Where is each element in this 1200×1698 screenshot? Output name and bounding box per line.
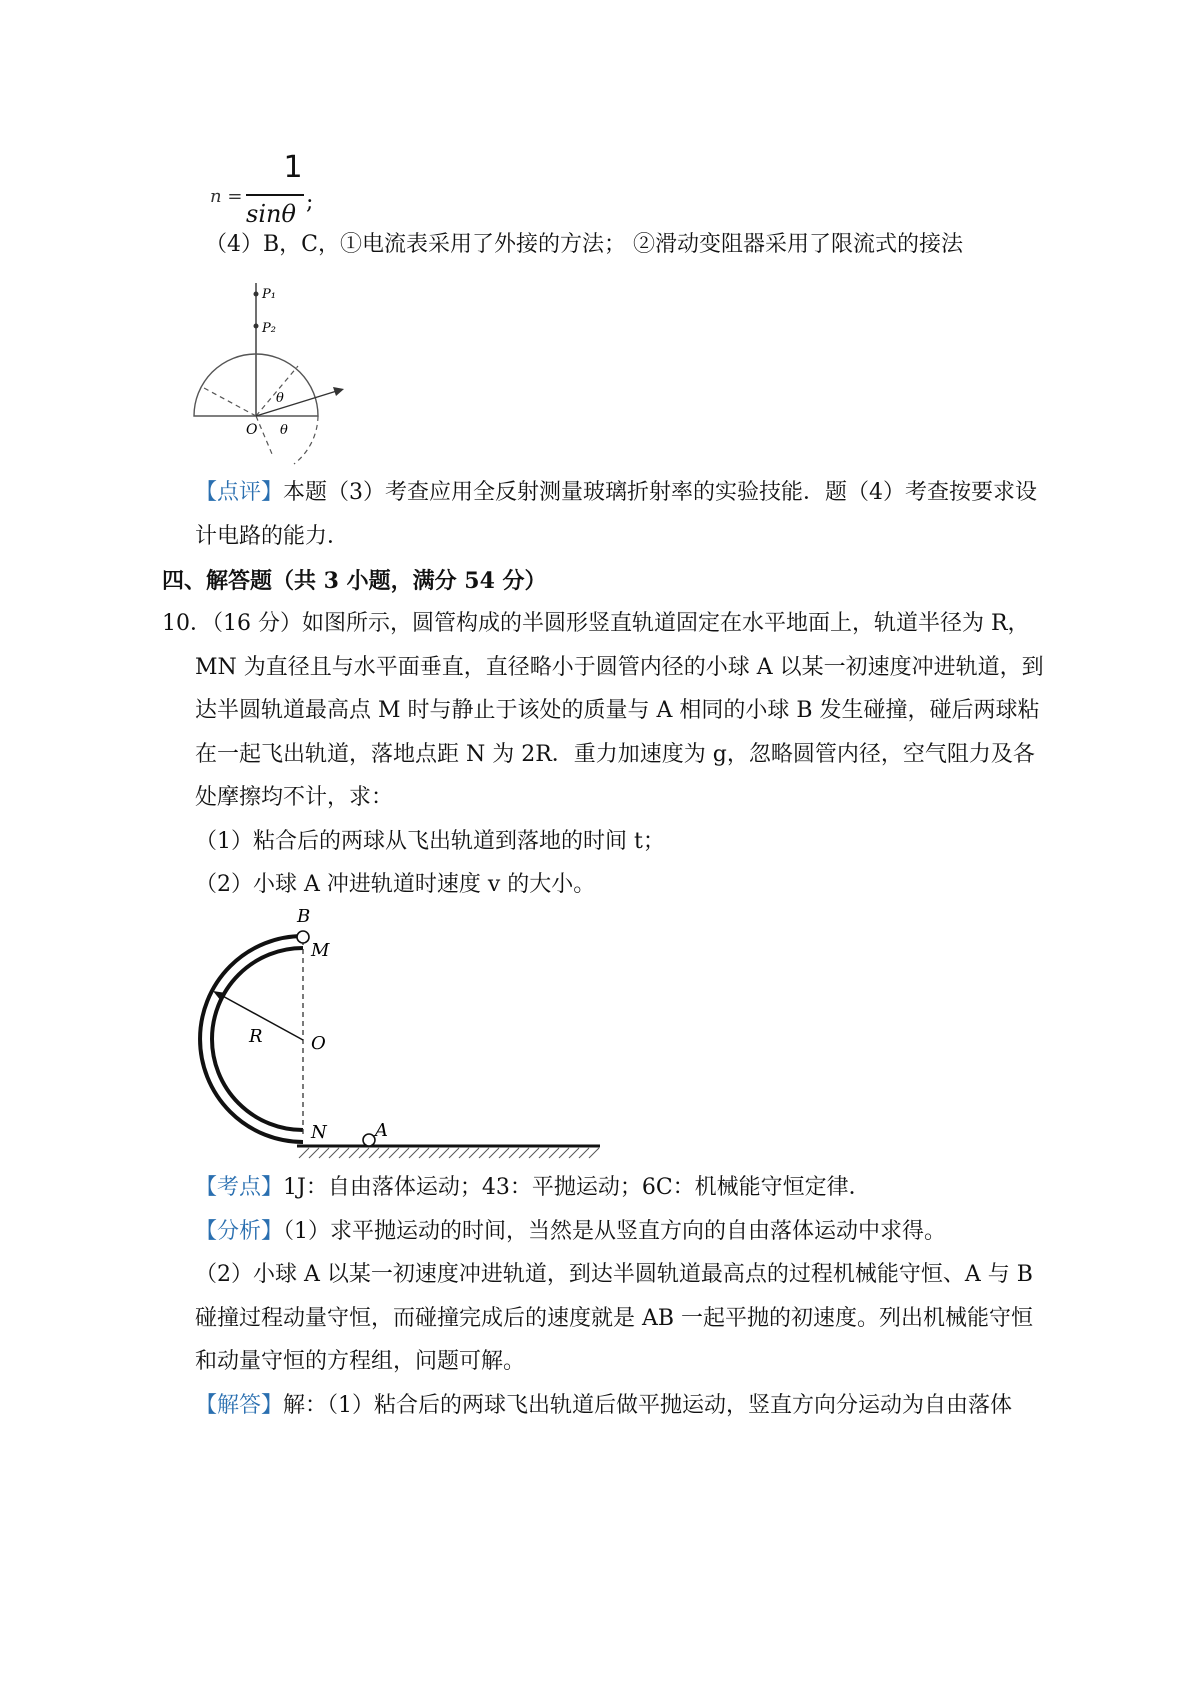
q10-sub-2: （2）小球 A 冲进轨道时速度 v 的大小。 (195, 872, 596, 897)
formula-semicolon: ; (306, 190, 314, 215)
jieda-tag: 【解答】 (195, 1393, 284, 1418)
label-r: R (249, 1026, 263, 1047)
refraction-figure (190, 278, 370, 478)
kaodian-text: 1J：自由落体运动；43：平抛运动；6C：机械能守恒定律． (283, 1175, 871, 1200)
formula-denominator: sinθ (246, 200, 296, 228)
comment-tag: 【点评】 (195, 480, 284, 505)
pin-p1 (254, 292, 259, 297)
q10-line-3: 达半圆轨道最高点 M 时与静止于该处的质量与 A 相同的小球 B 发生碰撞，碰后两球粘 (195, 698, 1040, 723)
fenxi-line-3: 碰撞过程动量守恒，而碰撞完成后的速度就是 AB 一起平抛的初速度。列出机械能守恒 (195, 1306, 1034, 1331)
ball-b (297, 931, 309, 943)
normal-bottom (256, 416, 272, 454)
label-a: A (375, 1120, 388, 1141)
label-n: N (311, 1122, 327, 1143)
pin-p2 (254, 324, 259, 329)
section-title: 四、解答题（共 3 小题，满分 54 分） (162, 568, 547, 594)
q10-line-4: 在一起飞出轨道，落地点距 N 为 2R．重力加速度为 g，忽略圆管内径，空气阻力及各 (195, 742, 1035, 767)
fenxi-line-1 (195, 1217, 946, 1247)
q10-line-2: MN 为直径且与水平面垂直，直径略小于圆管内径的小球 A 以某一初速度冲进轨道，到 (195, 655, 1044, 680)
q10-line-5: 处摩擦均不计，求： (195, 785, 394, 810)
jieda-line (195, 1391, 1012, 1421)
label-o: O (246, 422, 258, 438)
ground-hatching (299, 1148, 599, 1158)
arrow-head (333, 387, 344, 396)
refracted-ray (256, 390, 340, 416)
fraction-bar (246, 194, 304, 196)
label-p2: P₂ (262, 321, 276, 336)
label-theta-bottom: θ (280, 423, 288, 438)
label-m: M (311, 940, 330, 961)
formula-lhs: n = (210, 186, 243, 207)
reflected-ray (204, 388, 256, 416)
comment-text-1: 本题（3）考查应用全反射测量玻璃折射率的实验技能．题（4）考查按要求设 (283, 480, 1038, 505)
fenxi-line-4: 和动量守恒的方程组，问题可解。 (195, 1349, 526, 1374)
dashed-arc (294, 416, 318, 464)
refraction-formula (210, 150, 330, 230)
label-p1: P₁ (262, 287, 276, 302)
fenxi-line-2: （2）小球 A 以某一初速度冲进轨道，到达半圆轨道最高点的过程机械能守恒、A 与 B (195, 1262, 1033, 1287)
label-theta-top: θ (276, 391, 284, 406)
comment-line-2: 计电路的能力． (195, 524, 350, 549)
q10-sub-1: （1）粘合后的两球从飞出轨道到落地的时间 t； (195, 829, 665, 854)
track-figure (185, 900, 615, 1170)
ball-a (363, 1134, 375, 1146)
kaodian-line (195, 1173, 871, 1203)
label-b: B (297, 906, 311, 927)
fenxi-tag: 【分析】 (195, 1219, 284, 1244)
comment-line-1 (195, 478, 1037, 508)
fenxi-text-1: （1）求平抛运动的时间，当然是从竖直方向的自由落体运动中求得。 (283, 1219, 947, 1244)
formula-numerator: 1 (283, 150, 303, 185)
q10-line-1: 10．（16 分）如图所示，圆管构成的半圆形竖直轨道固定在水平地面上，轨道半径为 R， (162, 611, 1030, 636)
answer-4: （4）B，C，①电流表采用了外接的方法； ②滑动变阻器采用了限流式的接法 (205, 232, 963, 257)
jieda-text: 解：（1）粘合后的两球飞出轨道后做平抛运动，竖直方向分运动为自由落体 (283, 1393, 1013, 1418)
label-o2: O (311, 1033, 326, 1054)
kaodian-tag: 【考点】 (195, 1175, 284, 1200)
